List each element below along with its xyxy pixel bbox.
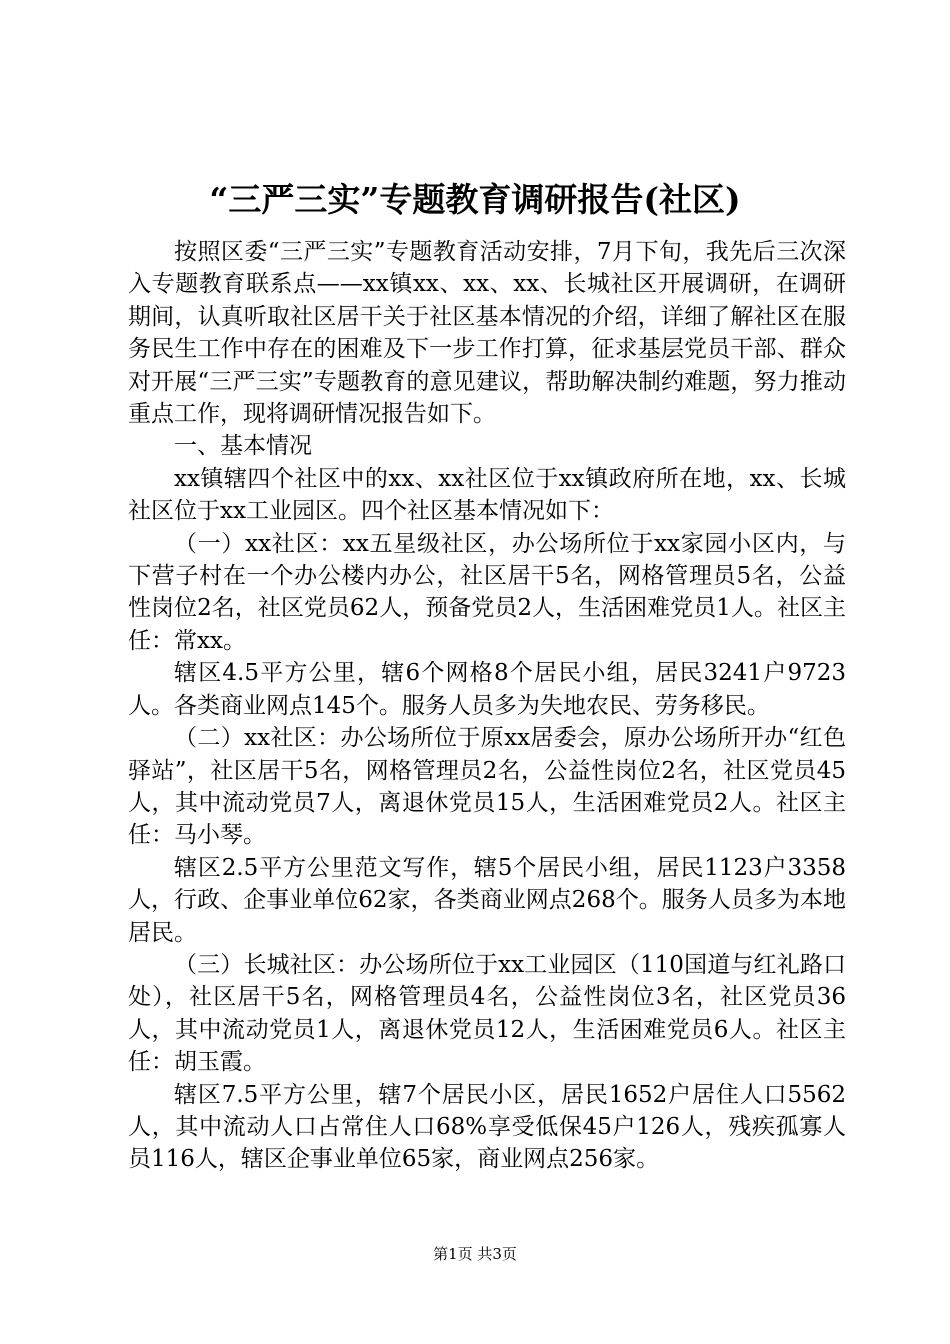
section-heading-basic-situation: 一、基本情况 (174, 433, 312, 460)
paragraph-overview: xx镇辖四个社区中的xx、xx社区位于xx镇政府所在地，xx、长城社区位于xx工业园区。四个社区基本情况如下： (128, 465, 846, 525)
paragraph-community-2: （二）xx社区：办公场所位于原xx居委会，原办公场所开办“红色驿站”，社区居干5名，网格管理员2名，公益性岗位2名，社区党员45人，其中流动党员7人，离退休党员15人，生活困难党员2人。社区主任：马小琴。 (128, 725, 846, 849)
paragraph-community-1: （一）xx社区：xx五星级社区，办公场所位于xx家园小区内，与下营子村在一个办公楼内办公，社区居干5名，网格管理员5名，公益性岗位2名，社区党员62人，预备党员2人，生活困难党员1人。社区主任：常xx。 (128, 530, 846, 654)
paragraph-community-3-area: 辖区7.5平方公里，辖7个居民小区，居民1652户居住人口5562人，其中流动人口占常住人口68%享受低保45户126人，残疾孤寡人员116人，辖区企事业单位65家，商业网点256家。 (128, 1081, 846, 1173)
paragraph-community-2-area: 辖区2.5平方公里范文写作，辖5个居民小组，居民1123户3358人，行政、企事业单位62家，各类商业网点268个。服务人员多为本地居民。 (128, 854, 846, 946)
page-number-footer: 第1页 共3页 (433, 1245, 517, 1263)
paragraph-community-3: （三）长城社区：办公场所位于xx工业园区（110国道与红礼路口处），社区居干5名，网格管理员4名，公益性岗位3名，社区党员36人，其中流动党员1人，离退休党员12人，生活困难党员6人。社区主任：胡玉霞。 (128, 951, 846, 1076)
paragraph-intro: 按照区委“三严三实”专题教育活动安排，7月下旬，我先后三次深入专题教育联系点——xx镇xx、xx、xx、长城社区开展调研，在调研期间，认真听取社区居干关于社区基本情况的介绍，详细了解社区在服务民生工作中存在的困难及下一步工作打算，征求基层党员干部、群众对开展“三严三实”专题教育的意见建议，帮助解决制约难题，努力推动重点工作，现将调研情况报告如下。 (128, 239, 846, 428)
document-body (128, 236, 846, 1176)
document-title: “三严三实”专题教育调研报告(社区) (209, 180, 741, 219)
paragraph-community-1-area: 辖区4.5平方公里，辖6个网格8个居民小组，居民3241户9723人。各类商业网点145个。服务人员多为失地农民、劳务移民。 (128, 660, 846, 719)
